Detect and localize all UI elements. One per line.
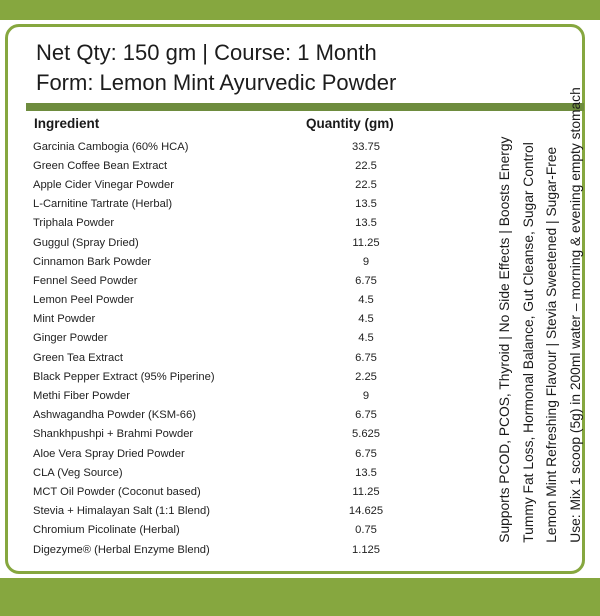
table-row xyxy=(30,521,420,540)
ingredient-quantity: 33.75 xyxy=(352,140,380,153)
table-row xyxy=(30,310,420,329)
table-row xyxy=(30,156,420,175)
benefit-line-flavour: Lemon Mint Refreshing Flavour | Stevia Sweetened | Sugar-Free xyxy=(544,146,559,543)
ingredient-quantity: 6.75 xyxy=(355,447,377,460)
benefit-line-fat-loss: Tummy Fat Loss, Hormonal Balance, Gut Cleanse, Sugar Control xyxy=(520,142,536,543)
ingredient-name: Chromium Picolinate (Herbal) xyxy=(33,524,180,537)
ingredient-name: Methi Fiber Powder xyxy=(33,390,130,403)
ingredient-name: Shankhpushpi + Brahmi Powder xyxy=(33,428,194,441)
ingredient-quantity: 1.125 xyxy=(352,543,380,556)
ingredient-quantity: 13.5 xyxy=(355,217,377,230)
ingredient-quantity: 9 xyxy=(362,255,370,268)
table-row xyxy=(30,137,420,156)
table-row xyxy=(30,329,420,348)
ingredient-name: Digezyme® (Herbal Enzyme Blend) xyxy=(33,543,210,556)
table-row xyxy=(30,386,420,405)
bottom-green-band xyxy=(0,578,600,616)
ingredient-name: Black Pepper Extract (95% Piperine) xyxy=(33,370,215,383)
net-qty-line: Net Qty: 150 gm | Course: 1 Month xyxy=(36,40,377,65)
ingredient-table xyxy=(30,137,420,559)
ingredient-name: L-Carnitine Tartrate (Herbal) xyxy=(33,198,173,211)
ingredient-quantity: 2.25 xyxy=(355,370,377,383)
table-row xyxy=(30,214,420,233)
ingredient-name: Fennel Seed Powder xyxy=(33,274,138,287)
ingredient-name: Cinnamon Bark Powder xyxy=(33,255,152,268)
quantity-column-header: Quantity (gm) xyxy=(306,116,394,131)
ingredient-quantity: 6.75 xyxy=(355,274,377,287)
table-row xyxy=(30,291,420,310)
ingredient-quantity: 22.5 xyxy=(355,178,377,191)
table-row xyxy=(30,195,420,214)
table-row xyxy=(30,540,420,559)
table-row xyxy=(30,367,420,386)
ingredient-quantity: 4.5 xyxy=(358,294,374,307)
ingredient-quantity: 14.625 xyxy=(348,505,384,518)
table-row xyxy=(30,444,420,463)
ingredient-quantity: 4.5 xyxy=(358,332,374,345)
ingredient-quantity: 13.5 xyxy=(355,198,377,211)
ingredient-name: Aloe Vera Spray Dried Powder xyxy=(33,447,185,460)
benefit-line-support: Supports PCOD, PCOS, Thyroid | No Side Effects | Boosts Energy xyxy=(497,136,512,543)
ingredient-quantity: 22.5 xyxy=(355,159,377,172)
table-row xyxy=(30,348,420,367)
ingredient-quantity: 11.25 xyxy=(352,485,380,498)
ingredient-name: MCT Oil Powder (Coconut based) xyxy=(33,485,201,498)
ingredient-name: Guggul (Spray Dried) xyxy=(33,236,139,249)
ingredient-column-header: Ingredient xyxy=(34,116,100,131)
ingredient-quantity: 13.5 xyxy=(355,466,377,479)
ingredient-quantity: 5.625 xyxy=(352,428,380,441)
table-row xyxy=(30,406,420,425)
ingredient-name: Green Tea Extract xyxy=(33,351,123,364)
table-row xyxy=(30,482,420,501)
table-row xyxy=(30,252,420,271)
ingredient-name: Garcinia Cambogia (60% HCA) xyxy=(33,140,189,153)
ingredient-name: Apple Cider Vinegar Powder xyxy=(33,178,174,191)
table-row xyxy=(30,502,420,521)
ingredient-name: Lemon Peel Powder xyxy=(33,294,134,307)
form-line: Form: Lemon Mint Ayurvedic Powder xyxy=(36,70,397,95)
ingredient-name: Triphala Powder xyxy=(33,217,115,230)
ingredient-quantity: 6.75 xyxy=(355,409,377,422)
ingredient-name: Ginger Powder xyxy=(33,332,108,345)
ingredient-name: Ashwagandha Powder (KSM-66) xyxy=(33,409,196,422)
product-header xyxy=(36,38,396,98)
ingredient-quantity: 4.5 xyxy=(358,313,374,326)
ingredient-name: Green Coffee Bean Extract xyxy=(33,159,168,172)
ingredient-name: Stevia + Himalayan Salt (1:1 Blend) xyxy=(33,505,210,518)
usage-instructions: Use: Mix 1 scoop (5g) in 200ml water – morning & evening empty stomach xyxy=(567,87,583,543)
table-row xyxy=(30,425,420,444)
top-green-band xyxy=(0,0,600,20)
table-row xyxy=(30,463,420,482)
table-row xyxy=(30,175,420,194)
ingredient-name: CLA (Veg Source) xyxy=(33,466,123,479)
ingredient-quantity: 9 xyxy=(362,390,370,403)
vertical-benefits-text xyxy=(493,87,587,543)
table-row xyxy=(30,233,420,252)
table-row xyxy=(30,271,420,290)
ingredient-quantity: 11.25 xyxy=(352,236,380,249)
ingredient-quantity: 0.75 xyxy=(355,524,377,537)
ingredient-quantity: 6.75 xyxy=(355,351,377,364)
ingredient-name: Mint Powder xyxy=(33,313,96,326)
